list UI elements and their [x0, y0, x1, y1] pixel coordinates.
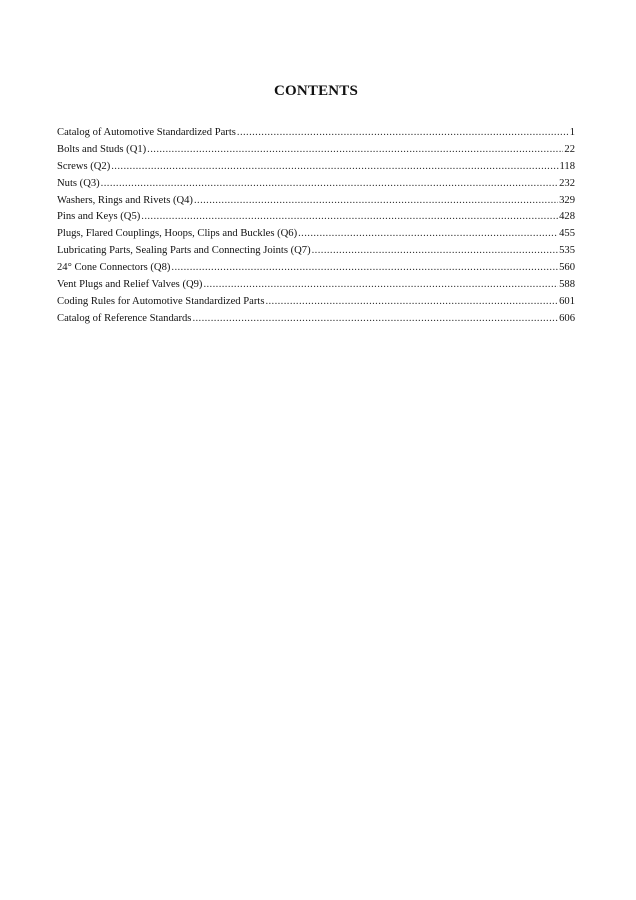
toc-entry-label: Nuts (Q3) [57, 177, 100, 189]
toc-page-number: 535 [559, 245, 575, 257]
dot-leader [101, 176, 558, 193]
toc-entry-label: Screws (Q2) [57, 160, 111, 172]
toc-entry-cone-connectors[interactable] [57, 260, 575, 277]
toc-entry-label: Catalog of Reference Standards [57, 312, 192, 324]
toc-entry-screws[interactable] [57, 159, 575, 176]
toc-page-number: 606 [559, 312, 575, 324]
toc-page-number: 1 [569, 127, 575, 138]
dot-leader [237, 125, 569, 142]
dot-leader [203, 277, 558, 294]
dot-leader [192, 311, 558, 328]
dot-leader [298, 226, 558, 243]
dot-leader [141, 209, 558, 226]
toc-entry-vent-plugs-relief-valves[interactable] [57, 277, 575, 294]
dot-leader [265, 294, 558, 311]
toc-entry-label: Coding Rules for Automotive Standardized Parts [57, 295, 265, 307]
dot-leader [147, 142, 563, 159]
toc-entry-lubricating-sealing-joints[interactable] [57, 243, 575, 260]
toc-entry-label: Plugs, Flared Couplings, Hoops, Clips and Buckles (Q6) [57, 228, 298, 240]
toc-entry-label: 24° Cone Connectors (Q8) [57, 262, 171, 274]
toc-entry-label: Pins and Keys (Q5) [57, 211, 141, 223]
toc-page-number: 118 [559, 160, 575, 172]
toc-entry-plugs-couplings-clips[interactable] [57, 226, 575, 243]
toc-page-number: 455 [559, 228, 575, 240]
toc-page-number: 329 [559, 194, 575, 206]
toc-entry-label: Vent Plugs and Relief Valves (Q9) [57, 279, 203, 291]
toc-entry-coding-rules[interactable] [57, 294, 575, 311]
toc-entry-label: Bolts and Studs (Q1) [57, 143, 147, 155]
page-title: CONTENTS [273, 83, 359, 99]
toc-entry-pins-and-keys[interactable] [57, 209, 575, 226]
toc-entry-label: Lubricating Parts, Sealing Parts and Connecting Joints (Q7) [57, 245, 311, 257]
dot-leader [194, 193, 558, 210]
toc-entry-catalog-of-standardized-parts[interactable] [57, 125, 575, 142]
dot-leader [312, 243, 558, 260]
toc-page-number: 428 [559, 211, 575, 223]
dot-leader [171, 260, 558, 277]
toc-entry-label: Washers, Rings and Rivets (Q4) [57, 194, 193, 206]
dot-leader [111, 159, 558, 176]
toc-entry-washers-rings-rivets[interactable] [57, 193, 575, 210]
toc-page-number: 560 [559, 262, 575, 274]
toc-entry-bolts-and-studs[interactable] [57, 142, 575, 159]
toc-page-number: 588 [559, 279, 575, 291]
toc-page-number: 232 [559, 177, 575, 189]
table-of-contents [57, 125, 575, 328]
toc-page-number: 601 [559, 295, 575, 307]
toc-page-number: 22 [564, 143, 575, 155]
toc-entry-label: Catalog of Automotive Standardized Parts [57, 127, 236, 138]
toc-entry-reference-standards[interactable] [57, 311, 575, 328]
toc-entry-nuts[interactable] [57, 176, 575, 193]
